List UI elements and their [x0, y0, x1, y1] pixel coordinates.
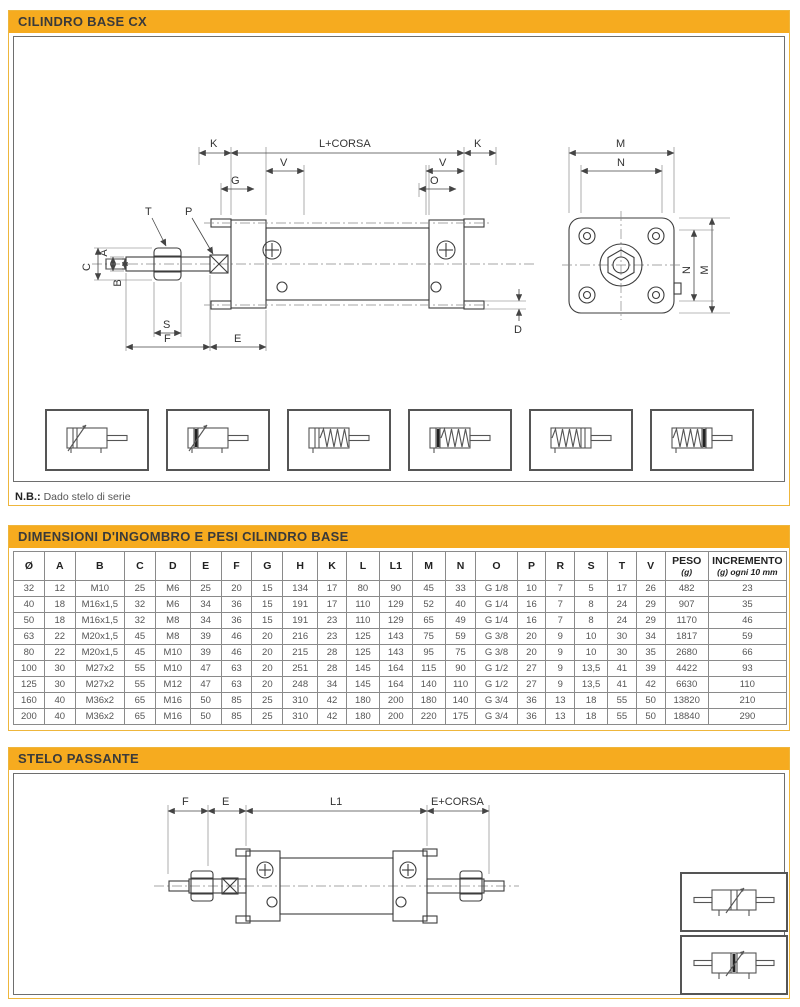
table-cell: G 1/4	[476, 613, 517, 629]
table-cell: 52	[412, 597, 445, 613]
table-cell: 49	[445, 613, 476, 629]
table-cell: 36	[221, 597, 252, 613]
table-cell: 65	[412, 613, 445, 629]
table-cell: 125	[346, 629, 379, 645]
table-cell: 10	[575, 645, 608, 661]
column-header-e: E	[190, 552, 221, 581]
table-cell: 29	[636, 597, 665, 613]
column-header-k: K	[318, 552, 347, 581]
table-cell: 4422	[665, 661, 708, 677]
table-cell: 110	[708, 677, 786, 693]
table-cell: 143	[379, 629, 412, 645]
table-cell: 50	[636, 693, 665, 709]
table-cell: 160	[14, 693, 45, 709]
table-cell: 34	[190, 597, 221, 613]
table-cell: 50	[636, 709, 665, 725]
table-cell: M10	[155, 645, 190, 661]
cylinder-single-acting-magnetic-spring-rear-symbol	[650, 409, 754, 471]
table-cell: G 1/2	[476, 677, 517, 693]
table-cell: 41	[608, 661, 637, 677]
table-cell: 23	[318, 629, 347, 645]
table-cell: 18	[575, 693, 608, 709]
stelo-drawing-panel	[13, 773, 785, 995]
dim-m-top: M	[616, 138, 626, 150]
table-cell: 145	[346, 677, 379, 693]
dim-stelo-f: F	[182, 796, 189, 808]
table-cell: 20	[517, 629, 546, 645]
table-cell: 26	[636, 581, 665, 597]
table-cell: 100	[14, 661, 45, 677]
table-cell: 10	[575, 629, 608, 645]
table-cell: 39	[190, 629, 221, 645]
table-cell: 20	[221, 581, 252, 597]
table-row	[14, 613, 787, 629]
table-cell: M10	[155, 661, 190, 677]
table-cell: 30	[44, 677, 75, 693]
dim-n-top: N	[617, 157, 625, 169]
column-header-n: N	[445, 552, 476, 581]
cylinder-through-rod-magnetic-cushioned-symbol	[680, 935, 788, 995]
table-cell: 210	[708, 693, 786, 709]
dim-k-left: K	[210, 138, 218, 150]
table-cell: 39	[636, 661, 665, 677]
dim-k-right: K	[474, 138, 482, 150]
table-cell: 129	[379, 597, 412, 613]
table-cell: 9	[546, 677, 575, 693]
table-cell: 20	[252, 629, 283, 645]
table-cell: 35	[636, 645, 665, 661]
table-cell: 95	[412, 645, 445, 661]
table-cell: 80	[346, 581, 379, 597]
table-cell: 47	[190, 677, 221, 693]
table-cell: 25	[252, 709, 283, 725]
table-row	[14, 581, 787, 597]
table-cell: M10	[75, 581, 124, 597]
table-cell: M8	[155, 613, 190, 629]
table-cell: 13	[546, 709, 575, 725]
table-cell: 8	[575, 597, 608, 613]
column-header-incremento: INCREMENTO (g) ogni 10 mm	[708, 552, 786, 581]
table-cell: 29	[636, 613, 665, 629]
dim-stelo-l1: L1	[330, 796, 343, 808]
pneumatic-symbol-row	[14, 409, 784, 471]
table-cell: 39	[190, 645, 221, 661]
table-cell: 7	[546, 597, 575, 613]
section-title-stelo: STELO PASSANTE	[9, 748, 789, 770]
table-cell: M36x2	[75, 693, 124, 709]
column-header-b: B	[75, 552, 124, 581]
table-cell: 36	[517, 693, 546, 709]
table-cell: 310	[283, 693, 318, 709]
column-header-p: P	[517, 552, 546, 581]
table-cell: 18	[44, 613, 75, 629]
table-cell: 35	[708, 597, 786, 613]
table-cell: 15	[252, 597, 283, 613]
table-cell: M20x1,5	[75, 645, 124, 661]
section-stelo-passante	[8, 747, 790, 999]
table-cell: 42	[318, 709, 347, 725]
table-cell: M20x1,5	[75, 629, 124, 645]
table-cell: 40	[445, 597, 476, 613]
column-header-a: A	[44, 552, 75, 581]
table-cell: 23	[318, 613, 347, 629]
table-cell: 191	[283, 613, 318, 629]
section-cilindro-base	[8, 10, 790, 506]
table-cell: 28	[318, 661, 347, 677]
table-cell: 180	[346, 709, 379, 725]
dim-n-side: N	[681, 266, 693, 274]
table-cell: 90	[445, 661, 476, 677]
table-cell: M6	[155, 581, 190, 597]
table-cell: 18	[575, 709, 608, 725]
dim-m-side: M	[699, 265, 711, 275]
dim-s: S	[163, 319, 171, 331]
section-dimensioni	[8, 525, 790, 731]
column-header-peso: PESO (g)	[665, 552, 708, 581]
dim-b: B	[112, 279, 124, 287]
table-cell: 1170	[665, 613, 708, 629]
table-cell: 45	[412, 581, 445, 597]
table-cell: 85	[221, 693, 252, 709]
table-cell: 13	[546, 693, 575, 709]
column-header-ø: Ø	[14, 552, 45, 581]
table-cell: 25	[190, 581, 221, 597]
cylinder-double-acting-cushioned-symbol	[45, 409, 149, 471]
table-cell: 40	[44, 693, 75, 709]
cylinder-double-acting-magnetic-cushioned-symbol	[166, 409, 270, 471]
table-cell: 59	[445, 629, 476, 645]
table-row	[14, 693, 787, 709]
table-cell: 251	[283, 661, 318, 677]
table-cell: 9	[546, 629, 575, 645]
table-header-row	[14, 552, 787, 581]
table-cell: 55	[608, 693, 637, 709]
table-cell: 47	[190, 661, 221, 677]
table-cell: 129	[379, 613, 412, 629]
table-cell: 9	[546, 661, 575, 677]
table-cell: 18840	[665, 709, 708, 725]
table-cell: 15	[252, 581, 283, 597]
dim-f: F	[164, 333, 171, 345]
table-cell: 42	[318, 693, 347, 709]
table-cell: 36	[517, 709, 546, 725]
column-header-s: S	[575, 552, 608, 581]
table-cell: M12	[155, 677, 190, 693]
table-row	[14, 597, 787, 613]
table-cell: 32	[124, 597, 155, 613]
table-cell: 63	[14, 629, 45, 645]
table-cell: M16	[155, 693, 190, 709]
table-cell: 50	[190, 709, 221, 725]
dim-t: T	[145, 206, 152, 218]
section-title-cilindro-base: CILINDRO BASE CX	[9, 11, 789, 33]
cylinder-single-acting-spring-front-symbol	[287, 409, 391, 471]
table-row	[14, 645, 787, 661]
cylinder-through-rod-cushioned-symbol	[680, 872, 788, 932]
table-cell: 110	[346, 613, 379, 629]
table-cell: 200	[14, 709, 45, 725]
table-cell: 16	[517, 597, 546, 613]
table-cell: 46	[221, 629, 252, 645]
table-cell: 216	[283, 629, 318, 645]
table-cell: 164	[379, 661, 412, 677]
table-cell: 13820	[665, 693, 708, 709]
table-cell: 50	[14, 613, 45, 629]
table-cell: G 3/4	[476, 709, 517, 725]
cylinder-side-and-end-view-drawing	[14, 65, 788, 395]
column-header-m: M	[412, 552, 445, 581]
dimensions-table	[13, 551, 787, 725]
table-cell: 65	[124, 693, 155, 709]
table-cell: 34	[636, 629, 665, 645]
table-cell: M27x2	[75, 677, 124, 693]
column-header-d: D	[155, 552, 190, 581]
dim-v-left: V	[280, 157, 288, 169]
column-header-l: L	[346, 552, 379, 581]
cylinder-single-acting-magnetic-spring-front-symbol	[408, 409, 512, 471]
table-cell: 180	[412, 693, 445, 709]
table-cell: 55	[124, 677, 155, 693]
table-cell: 7	[546, 613, 575, 629]
table-cell: 40	[14, 597, 45, 613]
dim-stelo-e-corsa: E+CORSA	[431, 796, 484, 808]
table-cell: 66	[708, 645, 786, 661]
table-cell: M16	[155, 709, 190, 725]
column-header-c: C	[124, 552, 155, 581]
table-cell: M6	[155, 597, 190, 613]
column-header-v: V	[636, 552, 665, 581]
table-cell: 93	[708, 661, 786, 677]
table-cell: 110	[445, 677, 476, 693]
note-dado-stelo	[9, 486, 789, 503]
table-cell: 25	[252, 693, 283, 709]
table-cell: 164	[379, 677, 412, 693]
table-cell: M27x2	[75, 661, 124, 677]
table-cell: 482	[665, 581, 708, 597]
table-cell: 24	[608, 613, 637, 629]
table-cell: 8	[575, 613, 608, 629]
table-cell: G 1/2	[476, 661, 517, 677]
table-cell: 34	[190, 613, 221, 629]
table-cell: 22	[44, 629, 75, 645]
table-row	[14, 629, 787, 645]
table-cell: 180	[346, 693, 379, 709]
table-cell: G 3/8	[476, 645, 517, 661]
dim-l-corsa: L+CORSA	[319, 138, 371, 150]
table-cell: 30	[44, 661, 75, 677]
table-cell: 115	[412, 661, 445, 677]
table-cell: 23	[708, 581, 786, 597]
table-cell: 125	[14, 677, 45, 693]
table-cell: G 3/4	[476, 693, 517, 709]
table-cell: 200	[379, 693, 412, 709]
section-title-dimensioni: DIMENSIONI D'INGOMBRO E PESI CILINDRO BASE	[9, 526, 789, 548]
table-cell: G 1/8	[476, 581, 517, 597]
table-cell: M36x2	[75, 709, 124, 725]
table-cell: M16x1,5	[75, 613, 124, 629]
table-cell: 65	[124, 709, 155, 725]
table-cell: 134	[283, 581, 318, 597]
table-cell: 13,5	[575, 661, 608, 677]
table-cell: 28	[318, 645, 347, 661]
through-rod-cylinder-drawing	[14, 774, 674, 986]
note-text: Dado stelo di serie	[43, 491, 131, 503]
dim-a: A	[98, 249, 110, 257]
table-row	[14, 677, 787, 693]
dim-v-right: V	[439, 157, 447, 169]
table-cell: 6630	[665, 677, 708, 693]
table-cell: 80	[14, 645, 45, 661]
column-header-t: T	[608, 552, 637, 581]
table-cell: 248	[283, 677, 318, 693]
table-cell: 290	[708, 709, 786, 725]
table-cell: 90	[379, 581, 412, 597]
table-cell: 2680	[665, 645, 708, 661]
column-header-o: O	[476, 552, 517, 581]
table-cell: 59	[708, 629, 786, 645]
dim-g: G	[231, 175, 240, 187]
table-cell: 45	[124, 645, 155, 661]
table-cell: 75	[412, 629, 445, 645]
table-cell: 140	[445, 693, 476, 709]
table-cell: 20	[252, 645, 283, 661]
table-cell: 32	[124, 613, 155, 629]
table-cell: 30	[608, 629, 637, 645]
table-cell: 50	[190, 693, 221, 709]
table-cell: 143	[379, 645, 412, 661]
table-cell: 46	[221, 645, 252, 661]
table-cell: 5	[575, 581, 608, 597]
table-cell: 55	[608, 709, 637, 725]
table-cell: 63	[221, 677, 252, 693]
table-cell: 310	[283, 709, 318, 725]
table-cell: 20	[252, 677, 283, 693]
table-cell: 27	[517, 677, 546, 693]
table-cell: 200	[379, 709, 412, 725]
note-label: N.B.:	[15, 491, 41, 503]
table-cell: 33	[445, 581, 476, 597]
table-cell: 24	[608, 597, 637, 613]
table-cell: 16	[517, 613, 546, 629]
table-cell: 85	[221, 709, 252, 725]
column-header-r: R	[546, 552, 575, 581]
table-cell: 110	[346, 597, 379, 613]
table-cell: 18	[44, 597, 75, 613]
table-cell: 20	[517, 645, 546, 661]
table-cell: 1817	[665, 629, 708, 645]
table-row	[14, 661, 787, 677]
table-cell: 140	[412, 677, 445, 693]
table-row	[14, 709, 787, 725]
table-cell: 41	[608, 677, 637, 693]
dim-c: C	[81, 263, 93, 271]
table-cell: 17	[318, 597, 347, 613]
table-cell: 30	[608, 645, 637, 661]
column-header-h: H	[283, 552, 318, 581]
table-cell: 10	[517, 581, 546, 597]
table-cell: 125	[346, 645, 379, 661]
table-cell: 34	[318, 677, 347, 693]
table-cell: 220	[412, 709, 445, 725]
table-cell: 12	[44, 581, 75, 597]
dim-d: D	[514, 324, 522, 336]
table-cell: 9	[546, 645, 575, 661]
dim-p: P	[185, 206, 193, 218]
table-cell: 42	[636, 677, 665, 693]
base-drawing-panel	[13, 36, 785, 482]
table-cell: 175	[445, 709, 476, 725]
table-cell: 17	[318, 581, 347, 597]
column-header-f: F	[221, 552, 252, 581]
table-cell: 63	[221, 661, 252, 677]
table-cell: 215	[283, 645, 318, 661]
table-cell: 36	[221, 613, 252, 629]
table-cell: M8	[155, 629, 190, 645]
table-cell: 15	[252, 613, 283, 629]
table-cell: 20	[252, 661, 283, 677]
table-cell: 17	[608, 581, 637, 597]
table-cell: 25	[124, 581, 155, 597]
table-cell: 191	[283, 597, 318, 613]
cylinder-single-acting-spring-rear-symbol	[529, 409, 633, 471]
dim-e: E	[234, 333, 242, 345]
table-cell: 27	[517, 661, 546, 677]
table-cell: 907	[665, 597, 708, 613]
table-cell: 145	[346, 661, 379, 677]
table-cell: 45	[124, 629, 155, 645]
table-cell: 75	[445, 645, 476, 661]
table-cell: 46	[708, 613, 786, 629]
dim-o: O	[430, 175, 439, 187]
table-cell: G 3/8	[476, 629, 517, 645]
table-cell: 32	[14, 581, 45, 597]
table-cell: 40	[44, 709, 75, 725]
table-cell: M16x1,5	[75, 597, 124, 613]
dim-stelo-e: E	[222, 796, 230, 808]
column-header-g: G	[252, 552, 283, 581]
column-header-l1: L1	[379, 552, 412, 581]
table-cell: 22	[44, 645, 75, 661]
table-cell: 7	[546, 581, 575, 597]
table-cell: 55	[124, 661, 155, 677]
table-cell: 13,5	[575, 677, 608, 693]
table-cell: G 1/4	[476, 597, 517, 613]
